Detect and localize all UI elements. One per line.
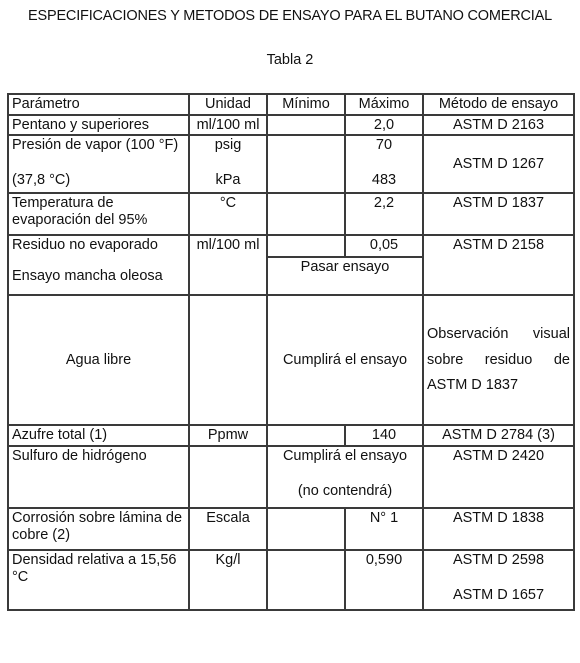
cell-unit	[189, 135, 267, 193]
method-line: ASTM D 2598	[452, 552, 545, 569]
table-caption: Tabla 2	[266, 52, 314, 68]
cell-unit: Kg/l	[189, 550, 267, 610]
table-row	[8, 135, 574, 193]
cell-method: ASTM D 2784 (3)	[423, 425, 574, 446]
unit-line: kPa	[215, 172, 241, 189]
cell-max: 140	[345, 425, 423, 446]
spec-table	[7, 93, 575, 611]
table-row	[8, 115, 574, 136]
minmax-line: (no contendrá)	[297, 482, 393, 499]
cell-method	[423, 295, 574, 425]
cell-min	[267, 115, 345, 136]
cell-param: Azufre total (1)	[8, 425, 189, 446]
method-line: sobre residuo de	[427, 351, 570, 368]
cell-max: N° 1	[345, 508, 423, 550]
cell-param: Temperatura de evaporación del 95%	[8, 193, 189, 235]
cell-unit: ml/100 ml	[189, 115, 267, 136]
method-line: Observación visual	[427, 326, 570, 343]
cell-min	[267, 135, 345, 193]
header-maximo: Máximo	[345, 94, 423, 115]
cell-method: ASTM D 2158	[423, 235, 574, 295]
cell-method: ASTM D 2420	[423, 446, 574, 508]
cell-min	[267, 508, 345, 550]
cell-unit	[189, 295, 267, 425]
param-line: (37,8 °C)	[12, 172, 71, 189]
cell-method	[423, 550, 574, 610]
method-line: ASTM D 1837	[427, 377, 519, 394]
table-row	[8, 295, 574, 425]
cell-min	[267, 235, 345, 257]
cell-min	[267, 550, 345, 610]
max-line: 483	[371, 172, 397, 189]
table-row	[8, 446, 574, 508]
cell-max: 0,05	[345, 235, 423, 257]
cell-method: ASTM D 1838	[423, 508, 574, 550]
table-row	[8, 193, 574, 235]
cell-unit: Escala	[189, 508, 267, 550]
cell-unit: ml/100 ml	[189, 235, 267, 295]
header-unidad: Unidad	[189, 94, 267, 115]
header-minimo: Mínimo	[267, 94, 345, 115]
cell-param: Agua libre	[8, 295, 189, 425]
cell-max	[345, 135, 423, 193]
header-parametro: Parámetro	[8, 94, 189, 115]
param-line: Residuo no evaporado	[12, 237, 158, 254]
header-metodo: Método de ensayo	[423, 94, 574, 115]
cell-method: ASTM D 1837	[423, 193, 574, 235]
cell-minmax	[267, 446, 423, 508]
cell-param	[8, 235, 189, 295]
cell-max: 0,590	[345, 550, 423, 610]
cell-max: 2,0	[345, 115, 423, 136]
cell-minmax: Cumplirá el ensayo	[267, 295, 423, 425]
minmax-line: Cumplirá el ensayo	[282, 448, 408, 465]
cell-min	[267, 425, 345, 446]
cell-param: Sulfuro de hidrógeno	[8, 446, 189, 508]
table-header-row	[8, 94, 574, 115]
param-line: Ensayo mancha oleosa	[12, 268, 163, 285]
cell-method: ASTM D 2163	[423, 115, 574, 136]
cell-method: ASTM D 1267	[423, 135, 574, 193]
cell-max: 2,2	[345, 193, 423, 235]
cell-unit	[189, 446, 267, 508]
cell-param: Corrosión sobre lámina de cobre (2)	[8, 508, 189, 550]
table-row	[8, 425, 574, 446]
table-row	[8, 550, 574, 610]
table-row	[8, 235, 574, 257]
cell-unit: °C	[189, 193, 267, 235]
cell-min	[267, 193, 345, 235]
cell-minmax: Pasar ensayo	[267, 257, 423, 295]
cell-param: Densidad relativa a 15,56 °C	[8, 550, 189, 610]
cell-param	[8, 135, 189, 193]
method-line: ASTM D 1657	[452, 586, 545, 603]
document-title: ESPECIFICACIONES Y METODOS DE ENSAYO PARA EL BUTANO COMERCIAL	[28, 8, 552, 24]
max-line: 70	[375, 137, 393, 154]
table-row	[8, 508, 574, 550]
param-line: Presión de vapor (100 °F)	[12, 137, 179, 154]
unit-line: psig	[214, 137, 242, 154]
cell-param: Pentano y superiores	[8, 115, 189, 136]
cell-unit: Ppmw	[189, 425, 267, 446]
